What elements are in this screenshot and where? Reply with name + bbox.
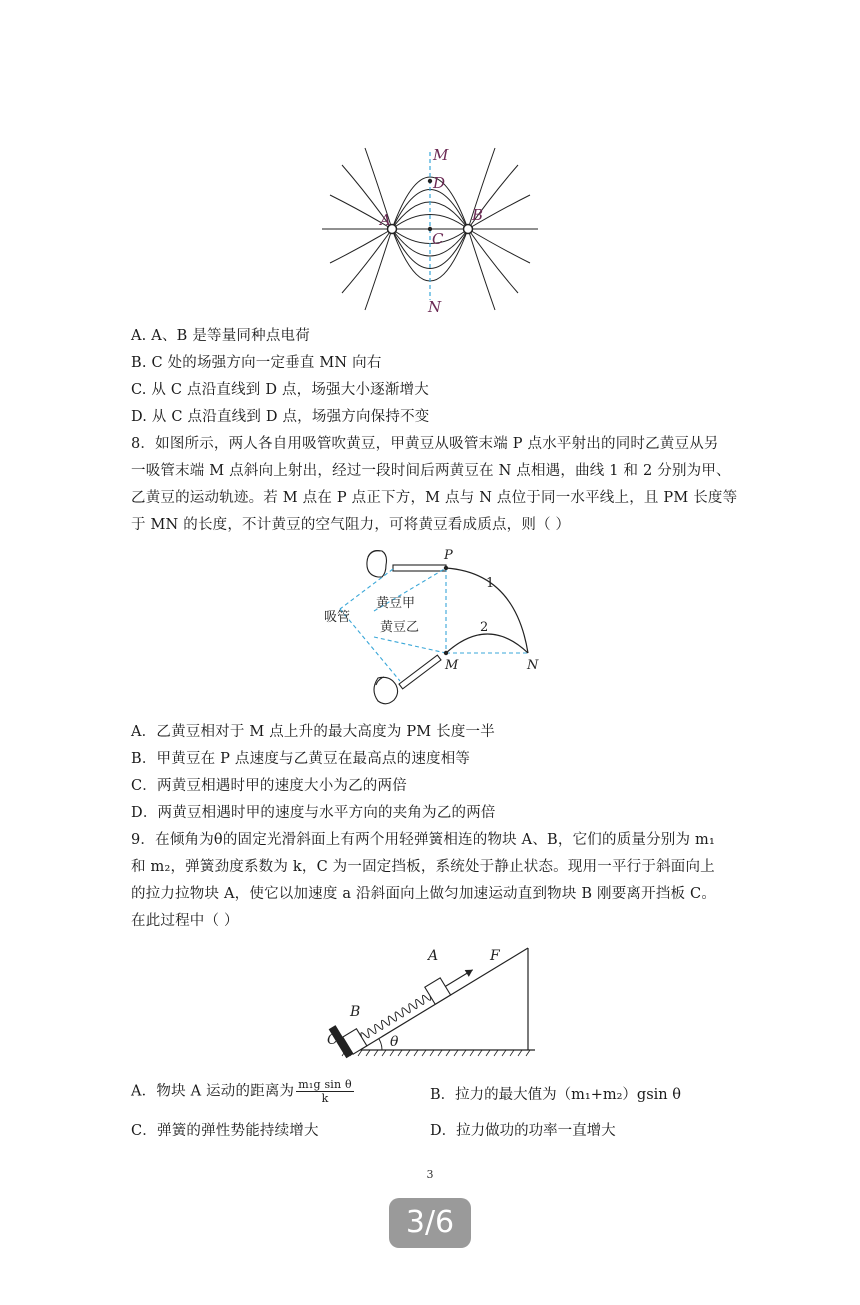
label-straw: 吸管	[324, 610, 351, 625]
label-m2: M	[445, 658, 459, 673]
straw-top	[393, 565, 446, 571]
incline-spring-figure	[320, 940, 540, 1060]
label-m: M	[433, 146, 449, 164]
label-a: A	[380, 211, 391, 229]
q7-option-a: A. A、B 是等量同种点电荷	[131, 328, 310, 344]
q9-option-c: C．弹簧的弹性势能持续增大	[131, 1123, 319, 1139]
bean-trajectory-figure	[320, 545, 550, 710]
person-bottom-icon	[374, 677, 398, 704]
q8-stem-line-4: 于 MN 的长度，不计黄豆的空气阻力，可将黄豆看成质点，则（ ）	[131, 517, 571, 533]
label-d: D	[433, 174, 446, 192]
q9-stem-line-3: 的拉力拉物块 A，使它以加速度 a 沿斜面向上做匀加速运动直到物块 B 刚要离开挡板 C。	[131, 886, 717, 902]
q9-stem-line-2: 和 m₂，弹簧劲度系数为 k，C 为一固定挡板，系统处于静止状态。现用一平行于斜面向上	[131, 859, 715, 875]
q8-option-b: B．甲黄豆在 P 点速度与乙黄豆在最高点的速度相等	[131, 751, 471, 767]
label-n2: N	[527, 658, 539, 673]
q9-option-a	[131, 1078, 356, 1105]
label-b: B	[472, 206, 484, 224]
q9-option-d: D．拉力做功的功率一直增大	[430, 1123, 616, 1139]
label-curve-2: 2	[480, 620, 489, 635]
label-b3: B	[350, 1004, 361, 1020]
q9-option-a-text: A．物块 A 运动的距离为	[131, 1083, 295, 1100]
person-top-icon	[367, 551, 387, 577]
q7-option-d: D. 从 C 点沿直线到 D 点，场强方向保持不变	[131, 409, 430, 425]
q8-stem-line-2: 一吸管末端 M 点斜向上射出，经过一段时间后两黄豆在 N 点相遇，曲线 1 和 2 分别为甲、	[131, 463, 731, 479]
fraction-numerator: m₁g sin θ	[298, 1078, 352, 1091]
label-curve-1: 1	[486, 576, 495, 591]
straw-bottom	[399, 655, 441, 689]
label-c3: C	[327, 1032, 338, 1048]
q8-stem-line-1: 8．如图所示，两人各自用吸管吹黄豆，甲黄豆从吸管末端 P 点水平射出的同时乙黄豆从另	[131, 436, 719, 452]
curve-2	[446, 634, 528, 653]
label-p: P	[444, 548, 453, 563]
field-lines-figure	[320, 140, 540, 315]
q9-stem-line-4: 在此过程中（ ）	[131, 913, 239, 929]
label-c: C	[432, 230, 444, 248]
label-n: N	[428, 298, 442, 315]
fraction-denominator: k	[321, 1092, 329, 1105]
block-a	[425, 978, 451, 1004]
label-theta: θ	[390, 1034, 399, 1050]
q9-option-b: B．拉力的最大值为（m₁+m₂）gsin θ	[430, 1087, 681, 1103]
fraction	[296, 1078, 354, 1105]
q8-option-a: A．乙黄豆相对于 M 点上升的最大高度为 PM 长度一半	[131, 724, 495, 740]
q8-option-c: C．两黄豆相遇时甲的速度大小为乙的两倍	[131, 778, 407, 794]
label-bean-b: 黄豆乙	[380, 620, 420, 635]
page-indicator-badge[interactable]: 3/6	[389, 1198, 471, 1248]
label-a3: A	[428, 948, 439, 964]
q8-option-d: D．两黄豆相遇时甲的速度与水平方向的夹角为乙的两倍	[131, 805, 496, 821]
charge-b	[464, 225, 473, 234]
q7-option-c: C. 从 C 点沿直线到 D 点，场强大小逐渐增大	[131, 382, 429, 398]
q9-stem-line-1: 9．在倾角为θ的固定光滑斜面上有两个用轻弹簧相连的物块 A、B，它们的质量分别为 m₁	[131, 832, 715, 848]
label-bean-a: 黄豆甲	[376, 596, 416, 611]
q7-option-b: B. C 处的场强方向一定垂直 MN 向右	[131, 355, 382, 371]
page-number: 3	[426, 1168, 434, 1181]
label-f: F	[490, 948, 500, 964]
q8-stem-line-3: 乙黄豆的运动轨迹。若 M 点在 P 点正下方，M 点与 N 点位于同一水平线上，且 PM 长度等	[131, 490, 738, 506]
